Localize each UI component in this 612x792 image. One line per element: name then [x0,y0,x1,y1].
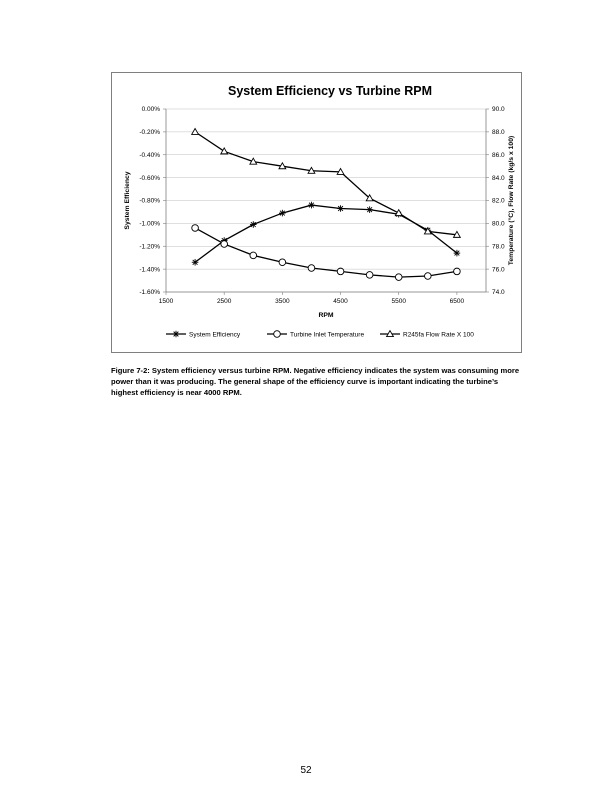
data-point [308,202,315,209]
data-point [279,210,286,217]
x-tick-label: 4500 [333,298,348,305]
left-tick-label: 0.00% [141,106,160,114]
data-point [221,148,228,154]
legend-label: R245fa Flow Rate X 100 [403,331,474,339]
x-tick-label: 3500 [275,298,290,305]
data-point [454,268,461,275]
left-tick-label: -1.40% [139,266,160,274]
data-point [192,259,199,266]
right-tick-label: 80.0 [492,220,505,228]
legend-label: System Efficiency [189,331,241,339]
series-line-1 [195,205,457,262]
right-tick-label: 88.0 [492,129,505,137]
x-tick-label: 5500 [391,298,406,305]
right-axis-label: Temperature (°C), Flow Rate (kg/s x 100) [508,135,515,266]
data-point [250,252,257,259]
figure-caption: Figure 7-2: System efficiency versus turbine RPM. Negative efficiency indicates the system was consuming more power than it was producing. The general shape of the efficiency curve is important indicating the turbine’s highest efficiency is near 4000 RPM. [111,366,520,397]
data-point [279,259,286,266]
x-tick-label: 6500 [449,298,465,305]
left-tick-label: -0.60% [139,174,160,182]
data-point [395,210,402,216]
data-point [425,273,432,280]
chart-title: System Efficiency vs Turbine RPM [228,84,432,98]
left-tick-label: -1.60% [139,289,160,297]
right-tick-label: 78.0 [492,243,505,251]
left-tick-label: -0.40% [139,151,160,159]
left-tick-label: -1.20% [139,243,160,251]
x-axis-label: RPM [318,312,334,319]
right-tick-label: 82.0 [492,197,505,205]
data-point [337,268,344,275]
data-point [192,225,199,232]
legend-marker [173,331,180,338]
right-tick-label: 84.0 [492,174,505,182]
series-line-3 [195,132,457,235]
right-tick-label: 74.0 [492,289,505,297]
left-tick-label: -0.80% [139,197,160,205]
legend-marker [274,331,281,338]
legend-label: Turbine Inlet Temperature [290,331,365,339]
chart [112,73,523,354]
right-tick-label: 76.0 [492,266,505,274]
left-tick-label: -0.20% [139,129,160,137]
x-tick-label: 1500 [158,298,174,305]
left-axis-label: System Efficiency [124,171,131,230]
page-number: 52 [300,765,312,776]
data-point [192,128,199,134]
right-tick-label: 86.0 [492,151,505,159]
left-tick-label: -1.00% [139,220,160,228]
right-tick-label: 90.0 [492,106,505,114]
data-point [395,274,402,281]
data-point [308,265,315,272]
x-tick-label: 2500 [216,298,232,305]
data-point [454,250,461,257]
data-point [366,206,373,213]
data-point [250,221,257,228]
data-point [337,205,344,212]
chart-frame [111,72,522,353]
data-point [366,272,373,279]
data-point [221,241,228,248]
